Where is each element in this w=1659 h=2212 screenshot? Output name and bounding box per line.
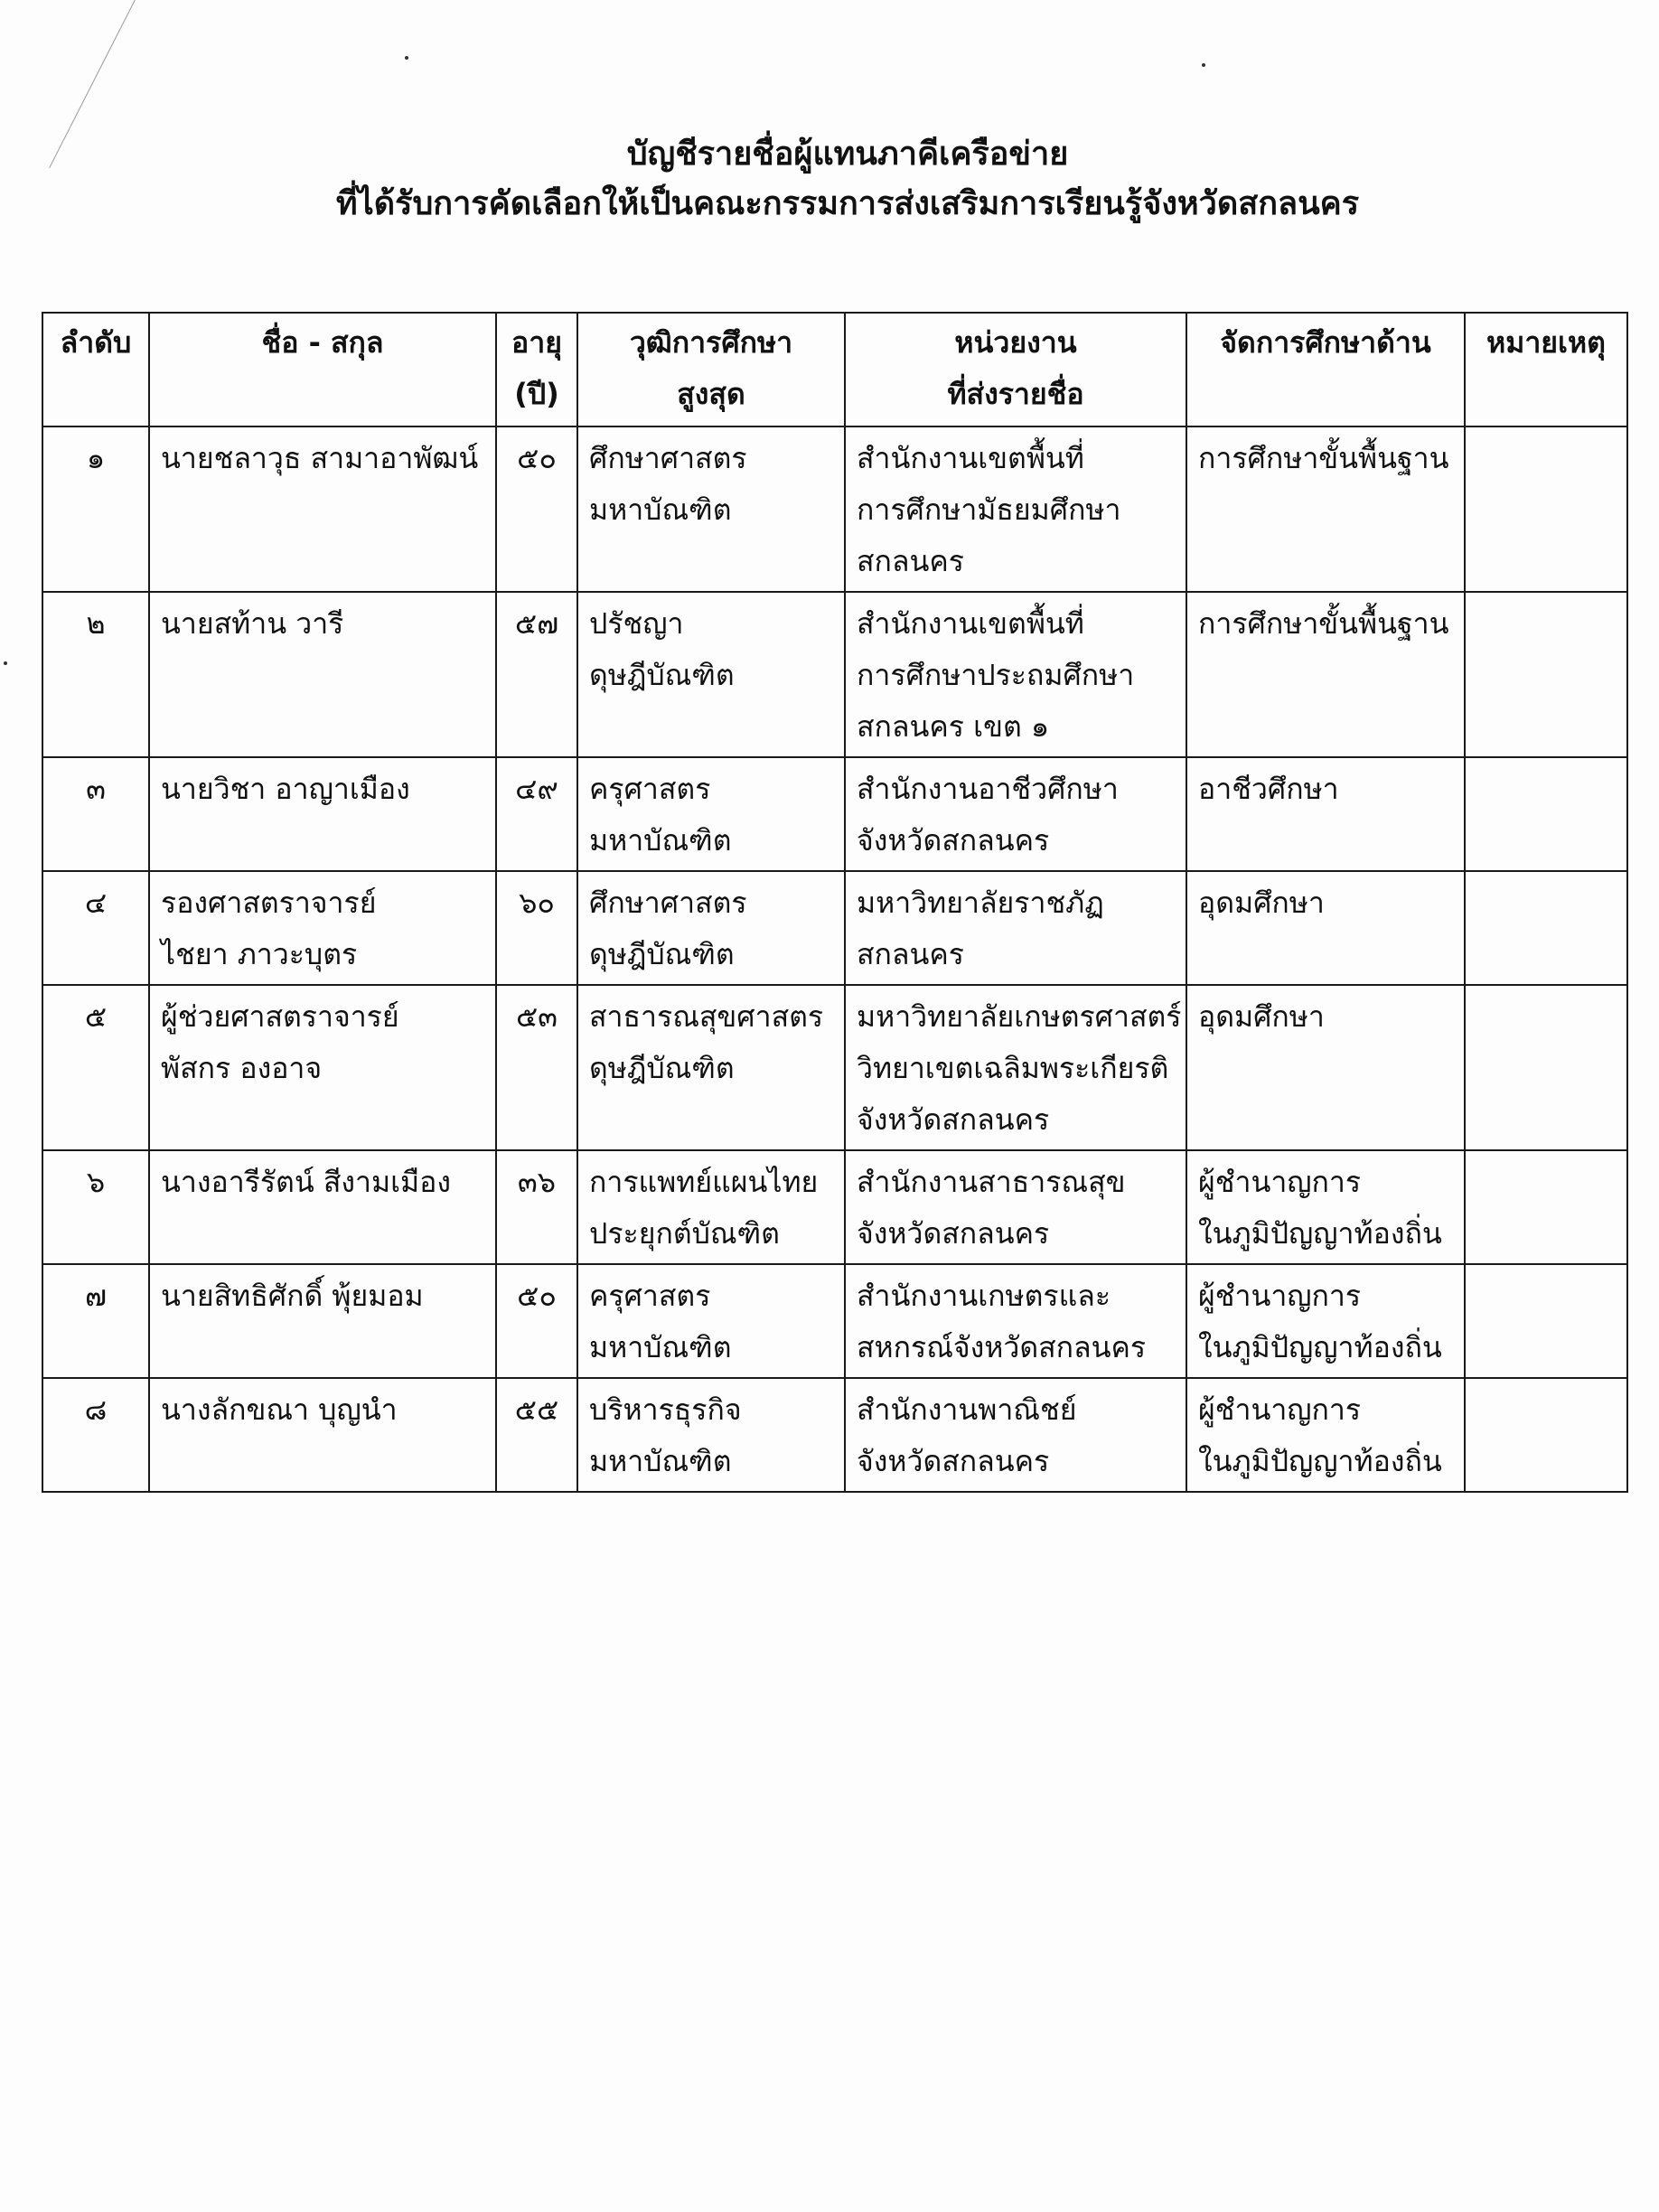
- member-name-cell: [149, 1378, 496, 1492]
- education-cell-line: มหาบัณฑิต: [589, 492, 732, 527]
- education-cell-line: มหาบัณฑิต: [589, 1444, 732, 1478]
- agency-cell-line: สำนักงานพาณิชย์: [857, 1392, 1077, 1427]
- scan-speck: [4, 661, 7, 665]
- field-cell: [1186, 592, 1465, 757]
- field-cell: [1186, 1264, 1465, 1378]
- education-cell-line: ประยุกต์บัณฑิต: [589, 1216, 780, 1251]
- row-number-cell: ๓: [42, 757, 149, 871]
- education-cell-line: ศึกษาศาสตร: [589, 441, 747, 475]
- header-age-line2: (ปี): [514, 377, 559, 411]
- field-cell-line: ในภูมิปัญญาท้องถิ่น: [1198, 1330, 1442, 1364]
- table-row: [42, 985, 1627, 1150]
- member-name-cell-line: นายชลาวุธ สามาอาพัฒน์: [161, 441, 479, 475]
- field-cell-line: การศึกษาขั้นพื้นฐาน: [1198, 606, 1449, 641]
- agency-cell-line: มหาวิทยาลัยเกษตรศาสตร์: [857, 999, 1182, 1034]
- member-name-cell-line: นายวิชา อาญาเมือง: [161, 772, 410, 806]
- field-cell-line: การศึกษาขั้นพื้นฐาน: [1198, 441, 1449, 475]
- education-cell: [577, 1264, 845, 1378]
- education-cell-line: ดุษฎีบัณฑิต: [589, 1051, 735, 1085]
- header-num: ลำดับ: [42, 313, 149, 426]
- member-name-cell: [149, 985, 496, 1150]
- member-name-cell-line: ไชยา ภาวะบุตร: [161, 937, 358, 971]
- agency-cell-line: วิทยาเขตเฉลิมพระเกียรติ: [857, 1051, 1169, 1085]
- row-number-cell: ๖: [42, 1150, 149, 1264]
- agency-cell: [845, 1378, 1186, 1492]
- header-age-line1: อายุ: [511, 325, 562, 360]
- education-cell: [577, 985, 845, 1150]
- member-name-cell-line: นางอารีรัตน์ สีงามเมือง: [161, 1165, 451, 1199]
- header-agency: [845, 313, 1186, 426]
- education-cell: [577, 871, 845, 985]
- agency-cell-line: การศึกษาประถมศึกษา: [857, 658, 1135, 692]
- header-remark: หมายเหตุ: [1465, 313, 1627, 426]
- agency-cell-line: สำนักงานอาชีวศึกษา: [857, 772, 1119, 806]
- row-number-cell: ๑: [42, 426, 149, 592]
- education-cell-line: ปรัชญา: [589, 606, 684, 641]
- header-agency-line1: หน่วยงาน: [954, 325, 1077, 360]
- agency-cell-line: สำนักงานเขตพื้นที่: [857, 441, 1084, 475]
- agency-cell-line: จังหวัดสกลนคร: [857, 823, 1050, 858]
- table-row: [42, 1378, 1627, 1492]
- agency-cell-line: สำนักงานเกษตรและ: [857, 1279, 1111, 1313]
- member-name-cell-line: นายสิทธิศักดิ์ พุ้ยมอม: [161, 1279, 424, 1313]
- scan-speck: [1202, 63, 1205, 67]
- agency-cell-line: สหกรณ์จังหวัดสกลนคร: [857, 1330, 1147, 1364]
- field-cell: [1186, 1378, 1465, 1492]
- age-cell: ๕๐: [496, 426, 577, 592]
- member-name-cell: [149, 426, 496, 592]
- member-name-cell-line: นายสท้าน วารี: [161, 606, 344, 641]
- field-cell-line: ในภูมิปัญญาท้องถิ่น: [1198, 1216, 1442, 1251]
- member-name-cell-line: พัสกร องอาจ: [161, 1051, 323, 1085]
- agency-cell: [845, 1150, 1186, 1264]
- committee-roster-table: [42, 312, 1628, 1493]
- remark-cell: [1465, 1378, 1627, 1492]
- field-cell: [1186, 871, 1465, 985]
- table-row: [42, 426, 1627, 592]
- row-number-cell: ๔: [42, 871, 149, 985]
- table-body: [42, 426, 1627, 1492]
- education-cell-line: ดุษฎีบัณฑิต: [589, 937, 735, 971]
- member-name-cell: [149, 1264, 496, 1378]
- agency-cell-line: มหาวิทยาลัยราชภัฏ: [857, 886, 1104, 920]
- agency-cell-line: สกลนคร เขต ๑: [857, 709, 1050, 744]
- field-cell: [1186, 426, 1465, 592]
- field-cell-line: ผู้ชำนาญการ: [1198, 1165, 1362, 1199]
- header-education-line1: วุฒิการศึกษา: [629, 325, 793, 360]
- table-row: [42, 1264, 1627, 1378]
- agency-cell-line: สำนักงานเขตพื้นที่: [857, 606, 1084, 641]
- header-name: ชื่อ - สกุล: [149, 313, 496, 426]
- header-age: [496, 313, 577, 426]
- agency-cell: [845, 985, 1186, 1150]
- agency-cell-line: สำนักงานสาธารณสุข: [857, 1165, 1126, 1199]
- age-cell: ๕๕: [496, 1378, 577, 1492]
- remark-cell: [1465, 871, 1627, 985]
- education-cell: [577, 757, 845, 871]
- table-row: [42, 592, 1627, 757]
- age-cell: ๓๖: [496, 1150, 577, 1264]
- member-name-cell-line: ผู้ช่วยศาสตราจารย์: [161, 999, 399, 1034]
- field-cell: [1186, 1150, 1465, 1264]
- member-name-cell: [149, 871, 496, 985]
- field-cell-line: อุดมศึกษา: [1198, 886, 1325, 920]
- agency-cell-line: จังหวัดสกลนคร: [857, 1444, 1050, 1478]
- age-cell: ๕๐: [496, 1264, 577, 1378]
- education-cell: [577, 426, 845, 592]
- member-name-cell-line: นางลักขณา บุญนำ: [161, 1392, 398, 1427]
- field-cell: [1186, 757, 1465, 871]
- field-cell-line: ในภูมิปัญญาท้องถิ่น: [1198, 1444, 1442, 1478]
- header-education: [577, 313, 845, 426]
- scan-speck: [405, 56, 408, 60]
- agency-cell-line: การศึกษามัธยมศึกษา: [857, 492, 1121, 527]
- field-cell-line: อุดมศึกษา: [1198, 999, 1325, 1034]
- agency-cell-line: สกลนคร: [857, 937, 964, 971]
- member-name-cell: [149, 592, 496, 757]
- education-cell-line: มหาบัณฑิต: [589, 1330, 732, 1364]
- row-number-cell: ๒: [42, 592, 149, 757]
- row-number-cell: ๘: [42, 1378, 149, 1492]
- header-agency-line2: ที่ส่งรายชื่อ: [947, 377, 1084, 411]
- age-cell: ๕๗: [496, 592, 577, 757]
- education-cell: [577, 1150, 845, 1264]
- education-cell-line: การแพทย์แผนไทย: [589, 1165, 819, 1199]
- row-number-cell: ๕: [42, 985, 149, 1150]
- agency-cell-line: สกลนคร: [857, 544, 964, 578]
- member-name-cell-line: รองศาสตราจารย์: [161, 886, 377, 920]
- table-header-row: [42, 313, 1627, 426]
- education-cell: [577, 592, 845, 757]
- age-cell: ๔๙: [496, 757, 577, 871]
- document-subtitle: ที่ได้รับการคัดเลือกให้เป็นคณะกรรมการส่งเสริมการเรียนรู้จังหวัดสกลนคร: [335, 185, 1360, 222]
- field-cell-line: ผู้ชำนาญการ: [1198, 1279, 1362, 1313]
- remark-cell: [1465, 592, 1627, 757]
- field-cell-line: อาชีวศึกษา: [1198, 772, 1339, 806]
- education-cell-line: ครุศาสตร: [589, 1279, 711, 1313]
- remark-cell: [1465, 1264, 1627, 1378]
- agency-cell: [845, 757, 1186, 871]
- document-title: บัญชีรายชื่อผู้แทนภาคีเครือข่าย: [626, 136, 1069, 173]
- remark-cell: [1465, 757, 1627, 871]
- row-number-cell: ๗: [42, 1264, 149, 1378]
- table-row: [42, 871, 1627, 985]
- education-cell-line: ดุษฎีบัณฑิต: [589, 658, 735, 692]
- header-education-line2: สูงสุด: [677, 377, 745, 411]
- age-cell: ๖๐: [496, 871, 577, 985]
- header-field: จัดการศึกษาด้าน: [1186, 313, 1465, 426]
- table-row: [42, 757, 1627, 871]
- education-cell-line: บริหารธุรกิจ: [589, 1392, 742, 1427]
- table-row: [42, 1150, 1627, 1264]
- remark-cell: [1465, 1150, 1627, 1264]
- agency-cell: [845, 426, 1186, 592]
- agency-cell: [845, 871, 1186, 985]
- agency-cell: [845, 592, 1186, 757]
- education-cell-line: มหาบัณฑิต: [589, 823, 732, 858]
- agency-cell-line: จังหวัดสกลนคร: [857, 1102, 1050, 1137]
- field-cell-line: ผู้ชำนาญการ: [1198, 1392, 1362, 1427]
- education-cell-line: ครุศาสตร: [589, 772, 711, 806]
- education-cell: [577, 1378, 845, 1492]
- agency-cell-line: จังหวัดสกลนคร: [857, 1216, 1050, 1251]
- member-name-cell: [149, 757, 496, 871]
- agency-cell: [845, 1264, 1186, 1378]
- member-name-cell: [149, 1150, 496, 1264]
- remark-cell: [1465, 426, 1627, 592]
- remark-cell: [1465, 985, 1627, 1150]
- education-cell-line: สาธารณสุขศาสตร: [589, 999, 824, 1034]
- field-cell: [1186, 985, 1465, 1150]
- age-cell: ๕๓: [496, 985, 577, 1150]
- education-cell-line: ศึกษาศาสตร: [589, 886, 747, 920]
